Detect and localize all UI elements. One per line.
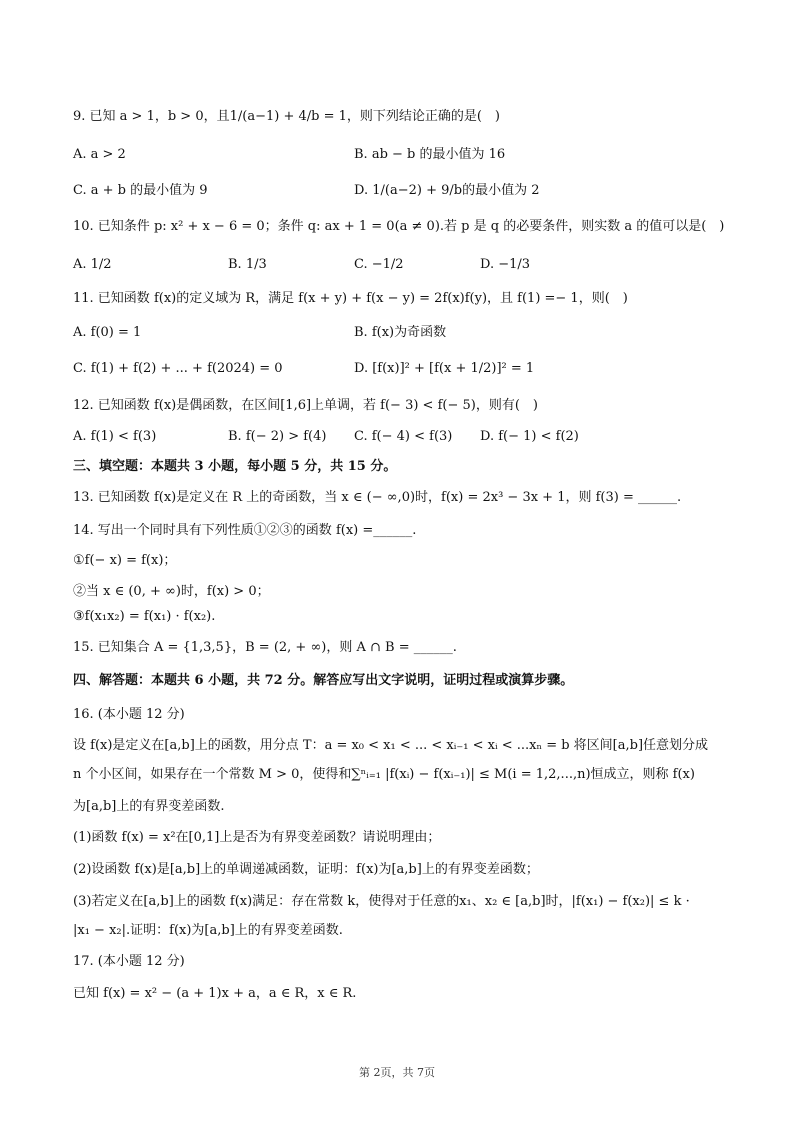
question-9-option-d: D. 1/(a−2) + 9/b的最小值为 2 (354, 183, 540, 198)
question-14-stem: 14. 写出一个同时具有下列性质①②③的函数 f(x) =______. (73, 523, 417, 538)
question-9-option-c: C. a + b 的最小值为 9 (73, 183, 208, 198)
question-17-text: 已知 f(x) = x² − (a + 1)x + a，a ∈ R，x ∈ R. (73, 986, 357, 1001)
question-12-stem: 12. 已知函数 f(x)是偶函数，在区间[1,6]上单调，若 f(− 3) < f(− 5)，则有( ) (73, 398, 538, 413)
question-16-part-3-line-1: (3)若定义在[a,b]上的函数 f(x)满足：存在常数 k，使得对于任意的x₁、x₂ ∈ [a,b]时，|f(x₁) − f(x₂)| ≤ k · (73, 894, 690, 909)
question-12-option-d: D. f(− 1) < f(2) (480, 429, 579, 444)
question-11-option-d: D. [f(x)]² + [f(x + 1/2)]² = 1 (354, 361, 535, 376)
question-15: 15. 已知集合 A = {1,3,5}，B = (2, + ∞)，则 A ∩ B = ______. (73, 640, 457, 655)
question-9-stem: 9. 已知 a > 1，b > 0，且1/(a−1) + 4/b = 1，则下列结论正确的是( ) (73, 109, 501, 124)
section-4-heading: 四、解答题：本题共 6 小题，共 72 分。解答应写出文字说明，证明过程或演算步骤。 (73, 673, 574, 688)
question-16-text-line-2: n 个小区间，如果存在一个常数 M > 0，使得和∑ⁿᵢ₌₁ |f(xᵢ) − f(xᵢ₋₁)| ≤ M(i = 1,2,...,n)恒成立，则称 f(x) (73, 767, 695, 782)
question-10-option-a: A. 1/2 (73, 257, 112, 272)
question-16-part-3-line-2: |x₁ − x₂|.证明：f(x)为[a,b]上的有界变差函数. (73, 923, 343, 938)
question-11-stem: 11. 已知函数 f(x)的定义域为 R，满足 f(x + y) + f(x − y) = 2f(x)f(y)，且 f(1) =− 1，则( ) (73, 291, 628, 306)
question-9-option-b: B. ab − b 的最小值为 16 (354, 147, 506, 162)
question-14-property-3: ③f(x₁x₂) = f(x₁) · f(x₂). (73, 609, 216, 624)
question-16-text-line-3: 为[a,b]上的有界变差函数. (73, 799, 225, 814)
question-10-option-c: C. −1/2 (354, 257, 404, 272)
question-16-text-line-1: 设 f(x)是定义在[a,b]上的函数，用分点 T：a = x₀ < x₁ < ... < xᵢ₋₁ < xᵢ < ...xₙ = b 将区间[a,b]任意划分成 (73, 738, 709, 753)
question-10-stem: 10. 已知条件 p: x² + x − 6 = 0；条件 q: ax + 1 = 0(a ≠ 0).若 p 是 q 的必要条件，则实数 a 的值可以是( ) (73, 219, 725, 234)
page-footer: 第 2页，共 7页 (359, 1066, 435, 1079)
question-12-option-c: C. f(− 4) < f(3) (354, 429, 453, 444)
question-16-part-2: (2)设函数 f(x)是[a,b]上的单调递减函数，证明：f(x)为[a,b]上的有界变差函数； (73, 862, 539, 877)
question-11-option-c: C. f(1) + f(2) + ... + f(2024) = 0 (73, 361, 283, 376)
question-17-heading: 17. (本小题 12 分) (73, 954, 185, 969)
question-13: 13. 已知函数 f(x)是定义在 R 上的奇函数，当 x ∈ (− ∞,0)时，f(x) = 2x³ − 3x + 1，则 f(3) = ______. (73, 490, 682, 505)
question-14-property-1: ①f(− x) = f(x)； (73, 553, 177, 568)
section-3-heading: 三、填空题：本题共 3 小题，每小题 5 分，共 15 分。 (73, 459, 397, 474)
question-16-heading: 16. (本小题 12 分) (73, 707, 185, 722)
question-10-option-b: B. 1/3 (228, 257, 267, 272)
question-9-option-a: A. a > 2 (73, 147, 126, 162)
question-11-option-b: B. f(x)为奇函数 (354, 325, 447, 340)
question-11-option-a: A. f(0) = 1 (73, 325, 142, 340)
question-12-option-a: A. f(1) < f(3) (73, 429, 157, 444)
question-12-option-b: B. f(− 2) > f(4) (228, 429, 327, 444)
question-14-property-2: ②当 x ∈ (0, + ∞)时，f(x) > 0； (73, 584, 270, 599)
question-16-part-1: (1)函数 f(x) = x²在[0,1]上是否为有界变差函数？请说明理由； (73, 830, 441, 845)
question-10-option-d: D. −1/3 (480, 257, 531, 272)
